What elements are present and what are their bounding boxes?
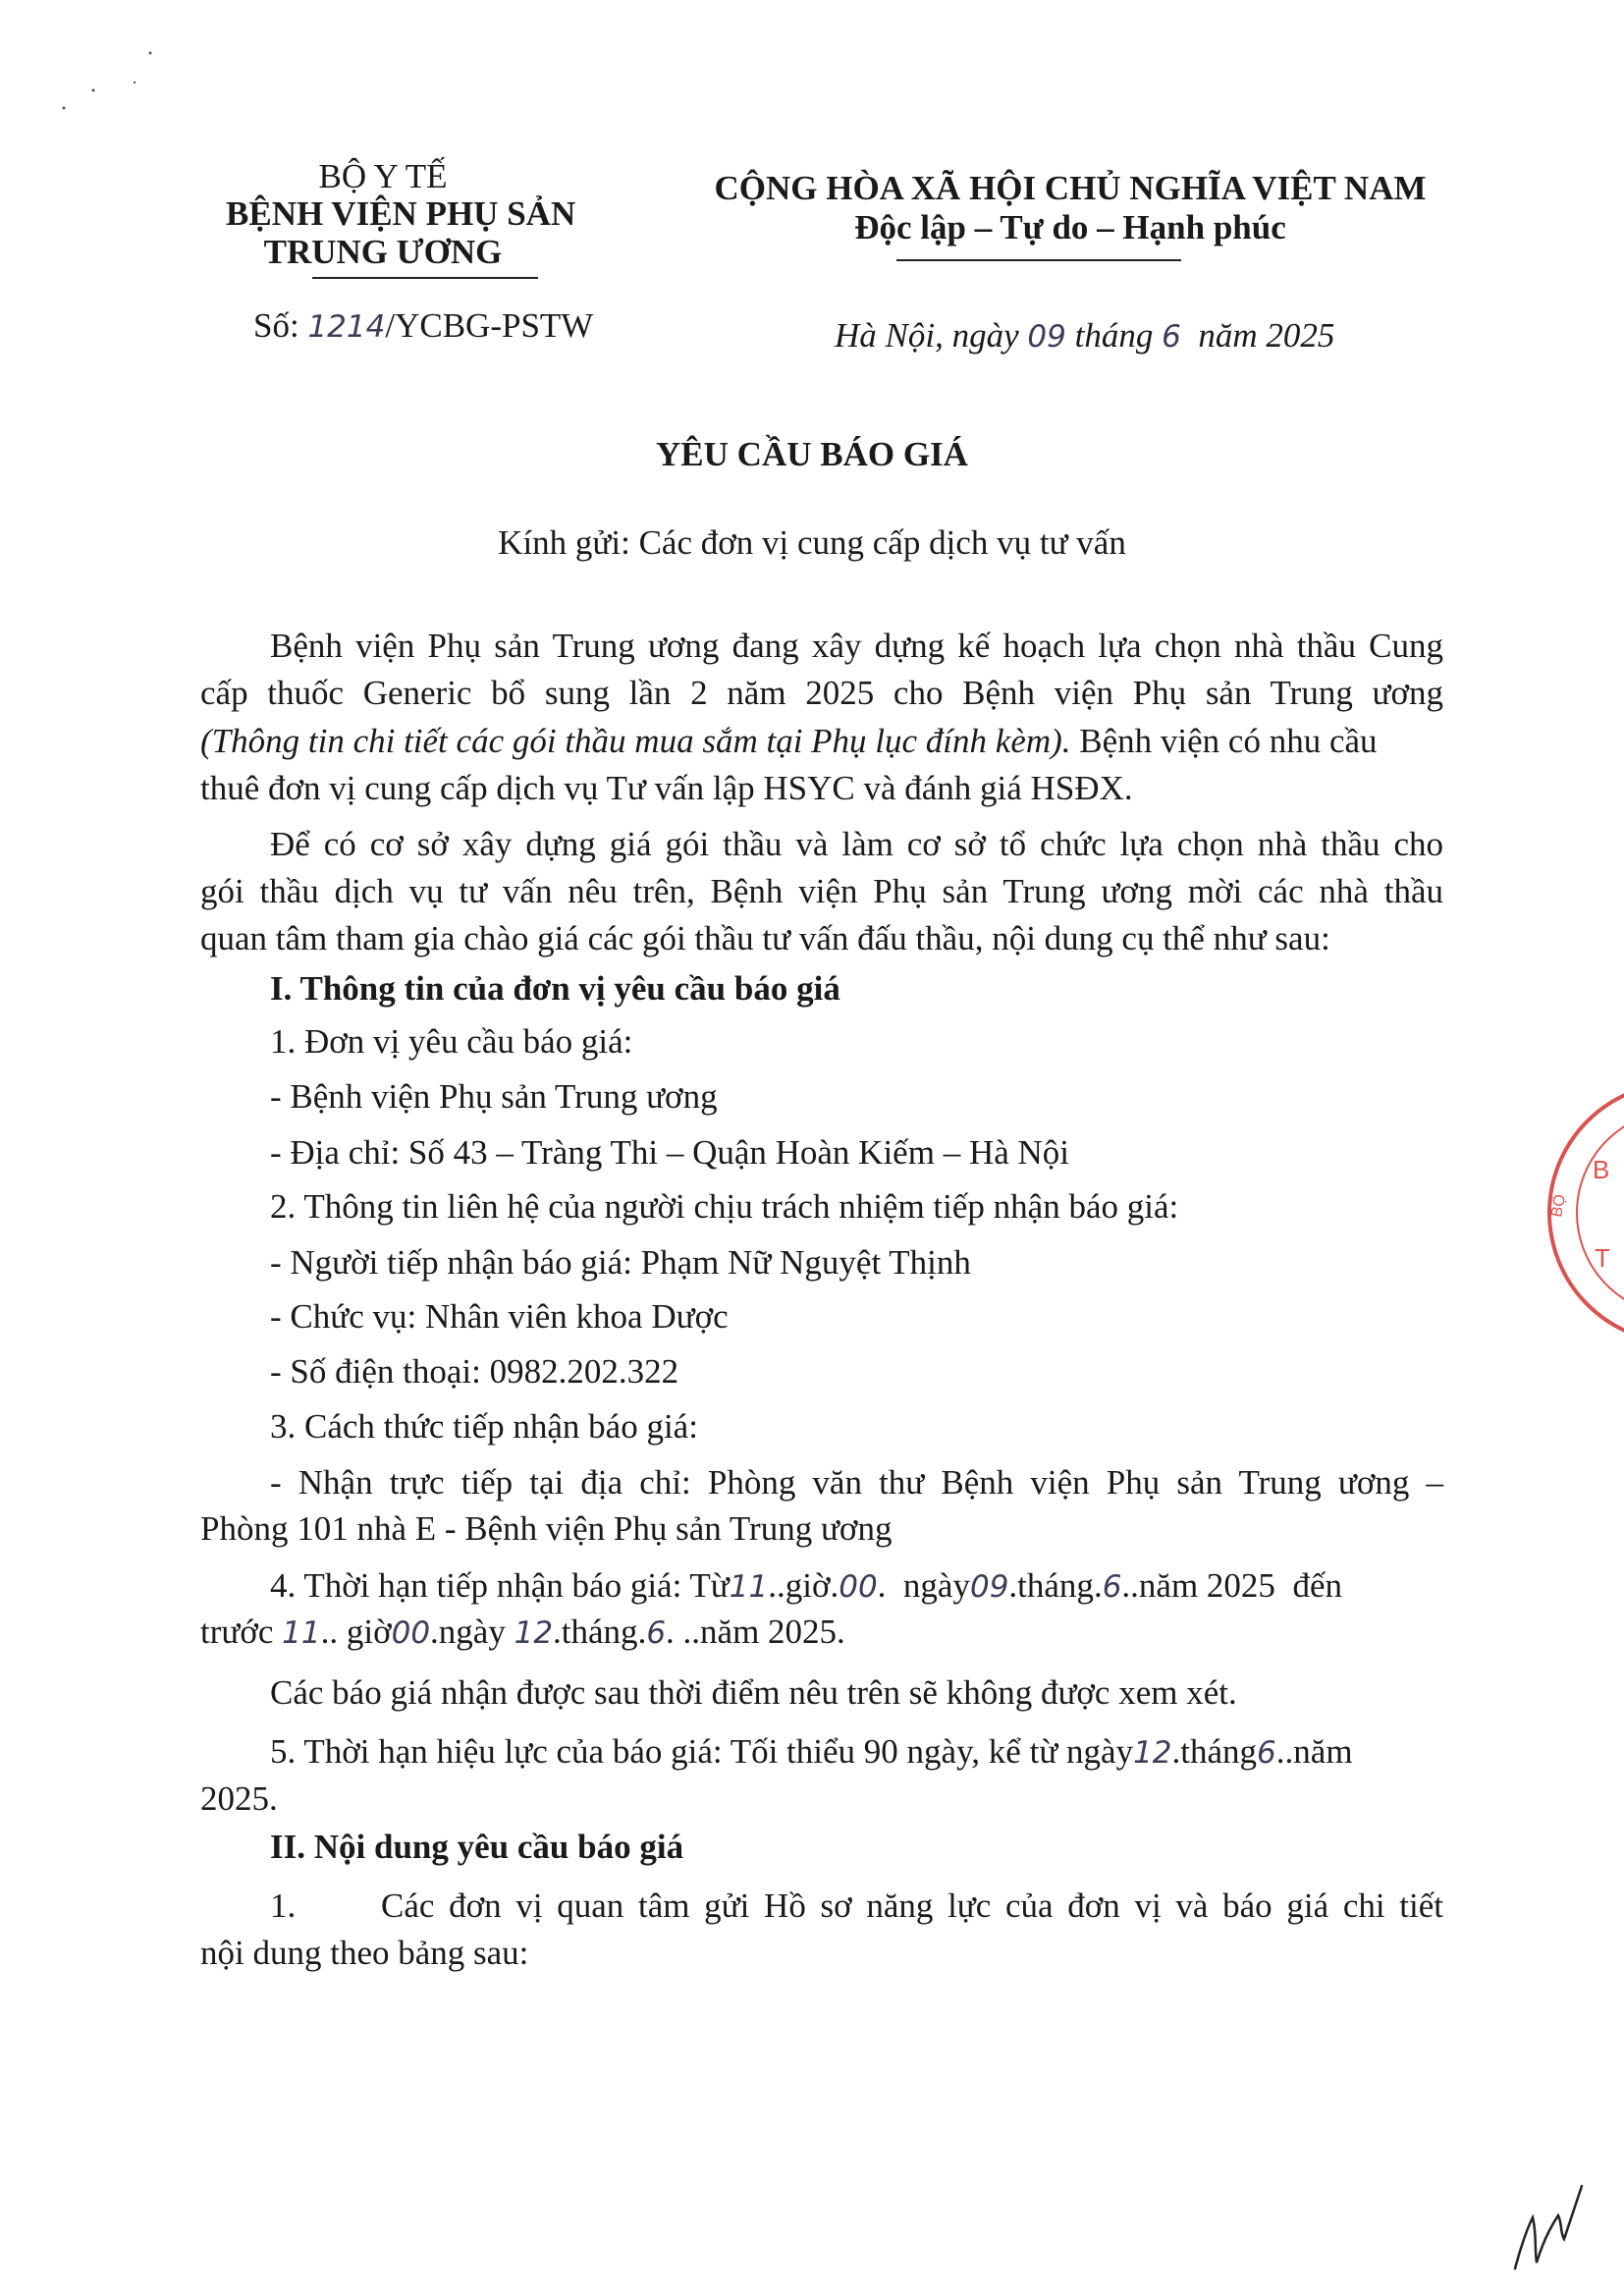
intro-line-4: thuê đơn vị cung cấp dịch vụ Tư vấn lập HSYC và đánh giá HSĐX.: [200, 769, 1133, 807]
item5-month-label: tháng: [1180, 1732, 1258, 1771]
item4-to-minute: 00: [391, 1615, 431, 1651]
section2-item1-line1: Các đơn vị quan tâm gửi Hồ sơ năng lực của đơn vị và báo giá chi tiết: [381, 1886, 1443, 1925]
date-month-label: tháng: [1074, 316, 1154, 355]
item4-to-month-label: tháng: [561, 1613, 638, 1651]
item5-year-label: năm: [1293, 1732, 1353, 1771]
date-prefix: Hà Nội, ngày: [835, 316, 1019, 355]
ministry-name: BỘ Y TẾ: [318, 157, 448, 195]
unit-address: - Địa chỉ: Số 43 – Tràng Thi – Quận Hoàn Kiếm – Hà Nội: [270, 1133, 1070, 1172]
item4-to-day: 12: [514, 1615, 554, 1651]
intro-line-3: [200, 718, 1378, 765]
intro-line-1: Bệnh viện Phụ sản Trung ương đang xây dựng kế hoạch lựa chọn nhà thầu Cung: [270, 627, 1443, 665]
section1-item3: 3. Cách thức tiếp nhận báo giá:: [270, 1407, 698, 1446]
item4-year: năm 2025: [1138, 1566, 1275, 1605]
date-day: 09: [1027, 319, 1066, 355]
item4-to-month: 6: [646, 1615, 667, 1651]
section1-item4-line1: 4. Thời hạn tiếp nhận báo giá: Từ11..giờ.00. ngày09.tháng.6..năm 2025 đến: [270, 1566, 1342, 1605]
item4-before: trước: [200, 1613, 274, 1651]
number-suffix: /YCBG-PSTW: [385, 306, 594, 345]
item4-day-label: ngày: [902, 1566, 970, 1605]
section2-item1-line2: nội dung theo bảng sau:: [200, 1934, 529, 1972]
section1-item1: 1. Đơn vị yêu cầu báo giá:: [270, 1022, 633, 1061]
item4-to-label: đến: [1292, 1566, 1342, 1605]
initials-signature: [1507, 2178, 1586, 2276]
item5-day: 12: [1133, 1735, 1172, 1771]
item4-month-label: tháng: [1017, 1566, 1094, 1605]
section2-item1-number: 1.: [270, 1886, 297, 1925]
section1-item5-line1: 5. Thời hạn hiệu lực của báo giá: Tối thiểu 90 ngày, kể từ ngày12.tháng6..năm: [270, 1732, 1353, 1771]
purpose-line-2: gói thầu dịch vụ tư vấn nêu trên, Bệnh viện Phụ sản Trung ương mời các nhà thầu: [200, 872, 1443, 910]
intro-line-3-rest: Bệnh viện có nhu cầu: [1070, 722, 1378, 760]
item4-to-hour: 11: [282, 1615, 321, 1651]
item4-to-year: năm 2025.: [700, 1613, 845, 1651]
item4-from-minute: 00: [839, 1569, 878, 1605]
receiver-position: - Chức vụ: Nhân viên khoa Dược: [270, 1297, 729, 1336]
intro-line-2: cấp thuốc Generic bổ sung lần 2 năm 2025 cho Bệnh viện Phụ sản Trung ương: [200, 674, 1443, 712]
stamp-letter-t: T: [1595, 1243, 1610, 1273]
receiver-name: - Người tiếp nhận báo giá: Phạm Nữ Nguyệt Thịnh: [270, 1243, 971, 1282]
item4-from-month: 6: [1102, 1569, 1122, 1605]
item4-to-hour-label: giờ: [346, 1613, 392, 1651]
item4-from-day: 09: [969, 1569, 1009, 1605]
stamp-arc-text: BỘ: [1548, 1192, 1569, 1219]
item5-prefix: 5. Thời hạn hiệu lực của báo giá: Tối thiểu 90 ngày, kể từ ngày: [270, 1732, 1134, 1771]
section1-heading: I. Thông tin của đơn vị yêu cầu báo giá: [270, 969, 840, 1008]
section1-item5-line2: 2025.: [200, 1779, 278, 1818]
intro-appendix-note: (Thông tin chi tiết các gói thầu mua sắm tại Phụ lục đính kèm).: [200, 722, 1071, 760]
number-handwritten: 1214: [307, 309, 386, 345]
number-prefix: Số:: [253, 306, 299, 345]
receive-method-line2: Phòng 101 nhà E - Bệnh viện Phụ sản Trung ương: [200, 1509, 893, 1548]
national-motto: Độc lập – Tự do – Hạnh phúc: [854, 208, 1286, 246]
late-notice: Các báo giá nhận được sau thời điểm nêu trên sẽ không được xem xét.: [270, 1673, 1237, 1712]
hospital-name-line1: BỆNH VIỆN PHỤ SẢN: [226, 194, 576, 233]
item4-prefix: 4. Thời hạn tiếp nhận báo giá: Từ: [270, 1566, 730, 1605]
section2-heading: II. Nội dung yêu cầu báo giá: [270, 1828, 684, 1866]
item4-from-hour: 11: [729, 1569, 769, 1605]
motto-underline: [896, 259, 1181, 261]
date-month: 6: [1162, 319, 1181, 355]
header-left-underline: [312, 277, 538, 279]
stamp-letter-b: B: [1593, 1155, 1610, 1184]
document-title: YÊU CẦU BÁO GIÁ: [656, 435, 968, 473]
receive-method-line1: - Nhận trực tiếp tại địa chỉ: Phòng văn thư Bệnh viện Phụ sản Trung ương –: [270, 1463, 1443, 1502]
hospital-name-line2: TRUNG ƯƠNG: [263, 233, 503, 271]
receiver-phone: - Số điện thoại: 0982.202.322: [270, 1352, 679, 1391]
recipient-line: Kính gửi: Các đơn vị cung cấp dịch vụ tư vấn: [498, 523, 1126, 562]
item4-to-day-label: ngày: [438, 1613, 506, 1651]
country-name: CỘNG HÒA XÃ HỘI CHỦ NGHĨA VIỆT NAM: [714, 169, 1427, 207]
date-year: năm 2025: [1198, 316, 1335, 355]
document-number: [253, 306, 593, 346]
unit-name: - Bệnh viện Phụ sản Trung ương: [270, 1077, 718, 1116]
scan-specks: [54, 39, 162, 118]
section1-item4-line2: trước 11.. giờ00.ngày 12.tháng.6. ..năm 2025.: [200, 1613, 845, 1651]
purpose-line-1: Để có cơ sở xây dựng giá gói thầu và làm cơ sở tổ chức lựa chọn nhà thầu cho: [270, 825, 1443, 863]
item4-hour-label: giờ: [785, 1566, 831, 1605]
purpose-line-3: quan tâm tham gia chào giá các gói thầu tư vấn đấu thầu, nội dung cụ thể như sau:: [200, 919, 1330, 957]
date-line: [835, 316, 1334, 355]
item5-month: 6: [1257, 1735, 1276, 1771]
stamp-inner-ring: [1577, 1111, 1624, 1315]
section1-item2: 2. Thông tin liên hệ của người chịu trách nhiệm tiếp nhận báo giá:: [270, 1187, 1179, 1226]
official-stamp: [1532, 1080, 1624, 1345]
